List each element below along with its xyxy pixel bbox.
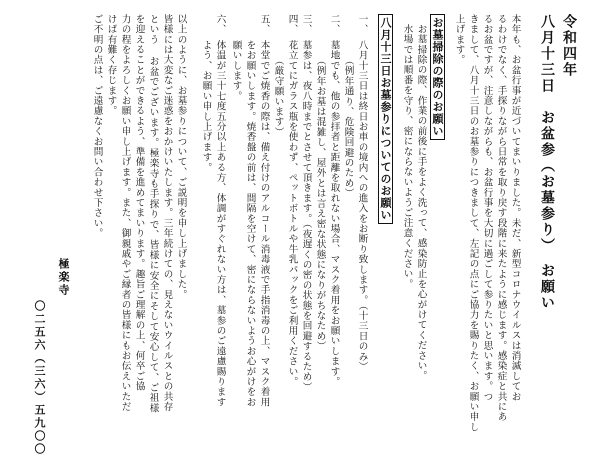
item-number: 一、: [356, 14, 368, 35]
item-line: をお願いします。焼香盤の前は、間隔を空けて、密にならないようお心がけをお: [244, 40, 256, 408]
item-number: 二、: [328, 14, 340, 35]
intro-line: 上げます。: [453, 14, 465, 65]
item-number: 五、: [258, 14, 270, 35]
temple-name: 極楽寺: [57, 258, 70, 297]
closing-line: ご不明の点は、ご遠慮なくお問い合わせ下さい。: [91, 14, 103, 239]
closing-line: 以上のように、お墓参りについて、ご説明を申し上げました。: [175, 14, 187, 300]
notice-title: 八月十三日 お盆参（お墓参り） お願い: [539, 14, 555, 311]
item-number: 六、: [214, 14, 226, 35]
item-line: 墓地でも、他の参拝者と距離を取れない場合、マスク着用をお願いします。: [328, 40, 340, 387]
item-line: 願いします。: [230, 40, 242, 102]
item-number: 四、: [286, 14, 298, 35]
item-line: 八月十三日は終日お車の境内への進入をお断り致します。（十三日のみ）: [356, 40, 368, 372]
cleaning-line: 水場では順番を守り、密にならないようご注意ください。: [401, 24, 413, 290]
cleaning-heading: お墓掃除の際のお願い: [430, 14, 445, 140]
closing-line: という お盆でございます。極楽寺も手探りで、皆様に安全にそして安心して、ご祖様: [147, 14, 159, 414]
intro-line: るわけでなく、手探りながら日常を取り戻す段階に来たように感じます。感染症と共にあ: [495, 14, 507, 422]
item-note: （例年通り、危険回避のため）: [342, 40, 354, 199]
day-heading: 八月十三日お墓参りについてのお願い: [378, 14, 393, 224]
item-line: よう、お願い申し上げます。: [200, 40, 212, 173]
item-number: 三、: [300, 14, 312, 35]
item-line: 花立てにガラス瓶を使わず、ペットボトルや牛乳パックをご利用ください。: [286, 40, 298, 387]
item-note: （厳守願います）: [272, 40, 284, 138]
item-line: 体温が三十七度五分以上ある方、体調がすぐれない方は、墓参のご遠慮賜ります: [214, 40, 226, 408]
item-note: （例年お墓は混雑し、屋外とは言え密な状態になりがちなため）: [314, 40, 326, 352]
intro-line: 本年も、お盆行事が近づいてまいりました。未だ、新型コロナウイルスは消滅してお: [509, 14, 521, 402]
notice-date: 令和四年: [561, 14, 577, 78]
closing-line: 皆様には大変なご迷惑をおかけいたします。三年続けての、見えないウイルスとの共存: [161, 14, 173, 412]
intro-line: るお盆ですが、注意しながらも、お盆行事を大切に過ごして参りたいと思います。つ: [481, 14, 493, 402]
temple-phone: 〇二五六（三六）五九〇〇: [33, 300, 46, 456]
closing-line: けば有難く存じます。: [105, 14, 117, 116]
intro-line: きまして、八月十三日のお墓参りにつきまして、左記の点にご協力を賜りたく、お願い申し: [467, 14, 479, 433]
cleaning-line: お墓掃除の際、作業の前後に手をよく洗って、感染防止を心がけてください。: [415, 24, 427, 381]
closing-line: を迎えることができるよう、準備を進めてまいります。趣旨ご理解の上、何卒ご協: [133, 14, 145, 392]
item-line: 本堂でご焼香の際は、備え付けのアルコール消毒液で手指消毒の上、マスク着用: [258, 40, 270, 408]
item-line: 墓参は、夜八時までとさせて頂きます。（夜遅くの密の状態を回避するため）: [300, 40, 312, 393]
closing-line: 力の程をよろしくお願い申し上げます。また、御親戚やご縁者の皆様にもお伝えいただ: [119, 14, 131, 412]
